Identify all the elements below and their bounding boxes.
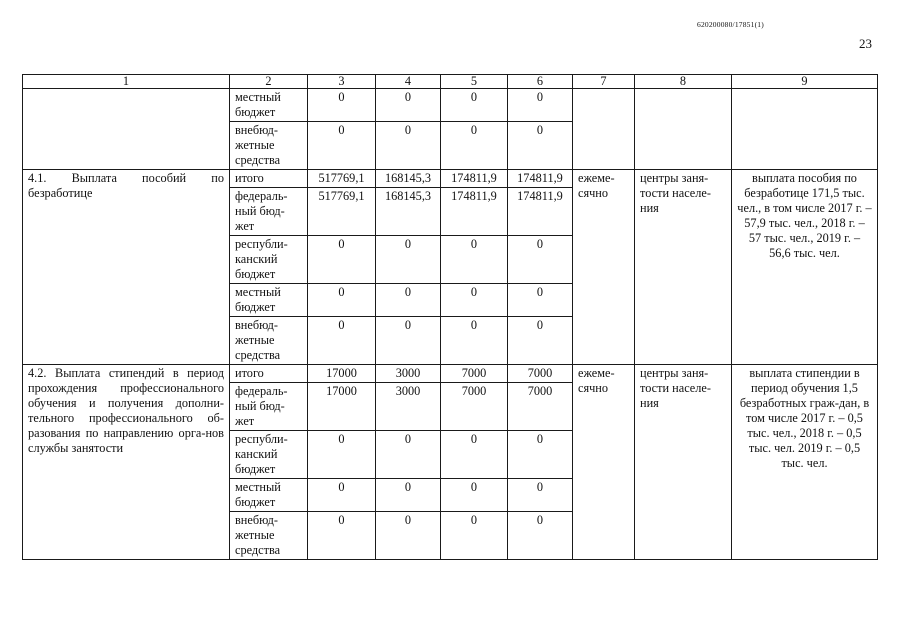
value-cell: 0 — [376, 479, 441, 512]
period-cell-empty — [573, 89, 635, 170]
col-header: 8 — [635, 75, 732, 89]
result-cell: выплата стипендии в период обучения 1,5 безработных граж-дан, в том числе 2017 г. – 0,5 тыс. чел., 2018 г. – 0,5 тыс. чел. 2019 г. – 0,5 тыс. чел. — [732, 365, 878, 560]
executor-cell-empty — [635, 89, 732, 170]
measure-cell: 4.2. Выплата стипендий в период прохождения профессионального обучения и получения дополни-тельного профессионального об-разования по направлению орга-нов службы занятости — [23, 365, 230, 560]
value-cell: 0 — [308, 122, 376, 170]
col-header: 1 — [23, 75, 230, 89]
value-cell: 174811,9 — [441, 170, 508, 188]
value-cell: 0 — [308, 512, 376, 560]
executor-cell: центры заня-тости населе-ния — [635, 170, 732, 365]
funding-source: внебюд-жетные средства — [230, 512, 308, 560]
col-header: 5 — [441, 75, 508, 89]
measures-table — [22, 74, 878, 560]
value-cell: 0 — [376, 122, 441, 170]
funding-source: итого — [230, 170, 308, 188]
value-cell: 0 — [508, 317, 573, 365]
value-cell: 0 — [376, 284, 441, 317]
value-cell: 0 — [508, 284, 573, 317]
value-cell: 7000 — [508, 383, 573, 431]
funding-source: местный бюджет — [230, 89, 308, 122]
funding-source: итого — [230, 365, 308, 383]
table-row — [23, 89, 878, 122]
value-cell: 0 — [376, 431, 441, 479]
value-cell: 0 — [308, 479, 376, 512]
value-cell: 0 — [508, 89, 573, 122]
funding-source: местный бюджет — [230, 479, 308, 512]
value-cell: 174811,9 — [508, 170, 573, 188]
measure-cell: 4.1. Выплата пособий по безработице — [23, 170, 230, 365]
value-cell: 0 — [508, 431, 573, 479]
value-cell: 0 — [441, 479, 508, 512]
value-cell: 0 — [308, 317, 376, 365]
value-cell: 0 — [441, 284, 508, 317]
value-cell: 0 — [308, 89, 376, 122]
executor-cell: центры заня-тости населе-ния — [635, 365, 732, 560]
value-cell: 0 — [441, 512, 508, 560]
value-cell: 0 — [376, 512, 441, 560]
col-header: 4 — [376, 75, 441, 89]
value-cell: 7000 — [441, 383, 508, 431]
value-cell: 0 — [441, 89, 508, 122]
value-cell: 517769,1 — [308, 188, 376, 236]
value-cell: 0 — [508, 479, 573, 512]
funding-source: внебюд-жетные средства — [230, 317, 308, 365]
value-cell: 0 — [308, 236, 376, 284]
value-cell: 3000 — [376, 383, 441, 431]
value-cell: 168145,3 — [376, 170, 441, 188]
column-header-row — [23, 75, 878, 89]
page-number: 23 — [859, 36, 872, 51]
funding-source: республи-канский бюджет — [230, 431, 308, 479]
col-header: 3 — [308, 75, 376, 89]
col-header: 2 — [230, 75, 308, 89]
result-cell-empty — [732, 89, 878, 170]
value-cell: 7000 — [441, 365, 508, 383]
col-header: 6 — [508, 75, 573, 89]
funding-source: республи-канский бюджет — [230, 236, 308, 284]
table-row — [23, 365, 878, 383]
value-cell: 0 — [441, 236, 508, 284]
result-cell: выплата пособия по безработице 171,5 тыс. чел., в том числе 2017 г. – 57,9 тыс. чел., 2018 г. – 57 тыс. чел., 2019 г. – 56,6 тыс. чел. — [732, 170, 878, 365]
value-cell: 0 — [441, 317, 508, 365]
value-cell: 7000 — [508, 365, 573, 383]
measure-cell-empty — [23, 89, 230, 170]
value-cell: 0 — [308, 431, 376, 479]
col-header: 7 — [573, 75, 635, 89]
value-cell: 17000 — [308, 383, 376, 431]
funding-source: федераль-ный бюд-жет — [230, 188, 308, 236]
col-header: 9 — [732, 75, 878, 89]
funding-source: внебюд-жетные средства — [230, 122, 308, 170]
value-cell: 3000 — [376, 365, 441, 383]
value-cell: 17000 — [308, 365, 376, 383]
value-cell: 168145,3 — [376, 188, 441, 236]
value-cell: 174811,9 — [508, 188, 573, 236]
value-cell: 0 — [376, 317, 441, 365]
value-cell: 0 — [441, 122, 508, 170]
value-cell: 0 — [441, 431, 508, 479]
value-cell: 0 — [508, 122, 573, 170]
value-cell: 0 — [376, 236, 441, 284]
funding-source: федераль-ный бюд-жет — [230, 383, 308, 431]
value-cell: 0 — [508, 236, 573, 284]
period-cell: ежеме-сячно — [573, 365, 635, 560]
value-cell: 174811,9 — [441, 188, 508, 236]
funding-source: местный бюджет — [230, 284, 308, 317]
value-cell: 0 — [376, 89, 441, 122]
value-cell: 0 — [308, 284, 376, 317]
table-row — [23, 170, 878, 188]
period-cell: ежеме-сячно — [573, 170, 635, 365]
value-cell: 0 — [508, 512, 573, 560]
value-cell: 517769,1 — [308, 170, 376, 188]
document-id: 620200080/17851(1) — [697, 20, 764, 29]
